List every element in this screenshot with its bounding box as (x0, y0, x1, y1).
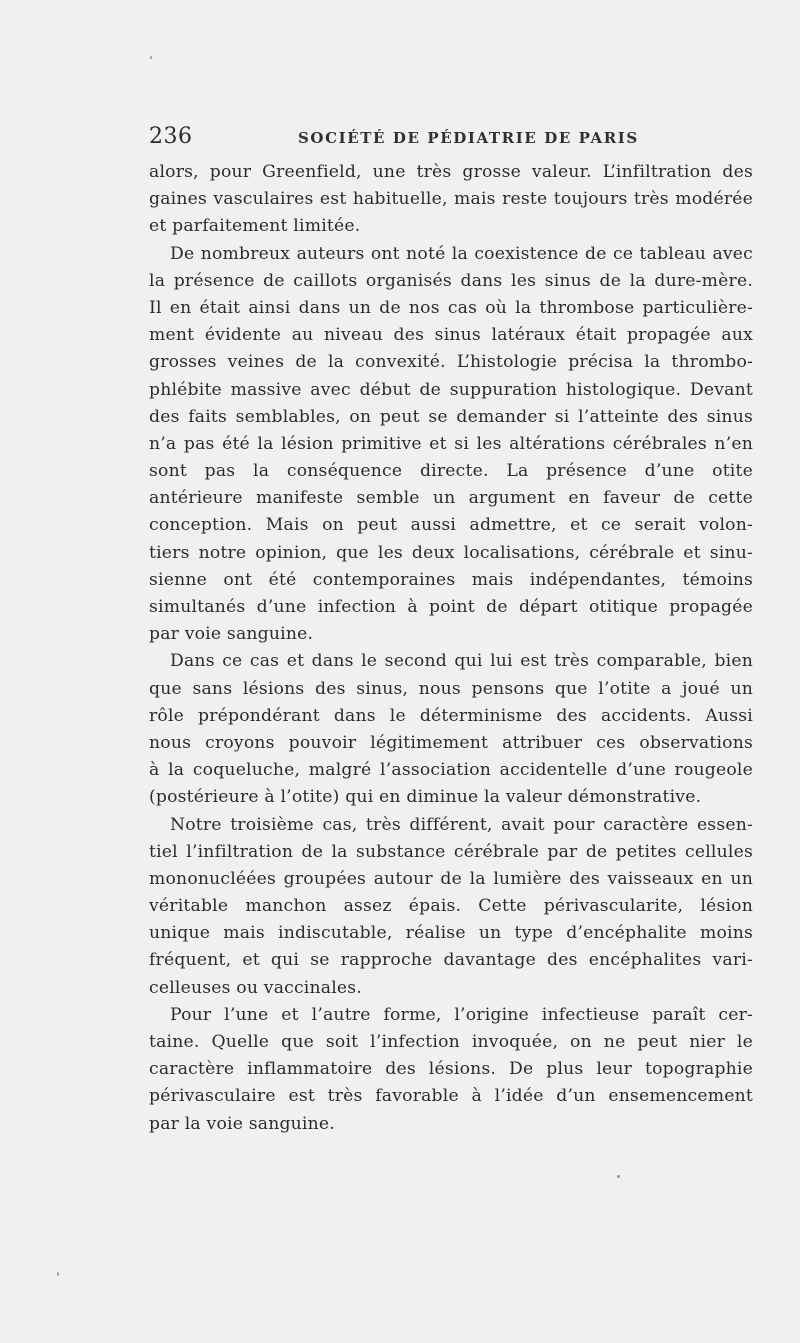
paragraph-5 (149, 1002, 753, 1138)
text-line: celleuses ou vaccinales. (149, 977, 362, 998)
paragraph-1 (149, 159, 753, 241)
text-line: à la coqueluche, malgré l’association accidentelle d’une rougeole (149, 760, 753, 781)
text-line: rôle prépondérant dans le déterminisme des accidents. Aussi (149, 705, 753, 726)
text-line: véritable manchon assez épais. Cette périvascularite, lésion (149, 896, 753, 917)
text-line: mononucléées groupées autour de la lumière des vaisseaux en un (149, 868, 753, 889)
text-line: que sans lésions des sinus, nous pensons que l’otite a joué un (149, 678, 753, 699)
body-text (149, 159, 753, 1138)
paragraph-3 (149, 648, 753, 811)
page-number: 236 (149, 124, 193, 149)
text-line: sienne ont été contemporaines mais indépendantes, témoins (149, 569, 753, 590)
text-line: sont pas la conséquence directe. La présence d’une otite (149, 461, 753, 482)
text-line: gaines vasculaires est habituelle, mais reste toujours très modérée (149, 189, 753, 210)
text-line: n’a pas été la lésion primitive et si les altérations cérébrales n’en (149, 433, 753, 454)
text-line: des faits semblables, on peut se demander si l’atteinte des sinus (149, 406, 753, 427)
text-line: par la voie sanguine. (149, 1113, 335, 1134)
text-line: la présence de caillots organisés dans les sinus de la dure-mère. (149, 270, 753, 291)
text-line: Dans ce cas et dans le second qui lui est très comparable, bien (170, 651, 753, 672)
text-line: nous croyons pouvoir légitimement attribuer ces observations (149, 732, 753, 753)
text-line: unique mais indiscutable, réalise un type d’encéphalite moins (149, 923, 753, 944)
paper-speck (617, 1175, 620, 1178)
text-line: et parfaitement limitée. (149, 216, 361, 237)
journal-title: SOCIÉTÉ DE PÉDIATRIE DE PARIS (298, 129, 639, 147)
paragraph-4 (149, 812, 753, 1002)
text-line: simultanés d’une infection à point de départ otitique propagée (149, 597, 753, 617)
text-line: taine. Quelle que soit l’infection invoquée, on ne peut nier le (149, 1032, 753, 1052)
paragraph-2 (149, 241, 753, 649)
paper-speck (57, 1272, 59, 1276)
text-line: De nombreux auteurs ont noté la coexistence de ce tableau avec (170, 243, 753, 264)
text-line: tiel l’infiltration de la substance cérébrale par de petites cellules (149, 841, 753, 862)
text-line: conception. Mais on peut aussi admettre, et ce serait volon- (149, 515, 753, 536)
text-line: Il en était ainsi dans un de nos cas où la thrombose particulière- (149, 297, 753, 318)
text-line: Notre troisième cas, très différent, avait pour caractère essen- (170, 814, 753, 835)
paper-speck (150, 56, 152, 59)
text-line: par voie sanguine. (149, 624, 314, 645)
running-header (149, 124, 759, 152)
text-line: Pour l’une et l’autre forme, l’origine infectieuse paraît cer- (170, 1004, 753, 1025)
text-line: tiers notre opinion, que les deux localisations, cérébrale et sinu- (149, 542, 753, 563)
text-line: ment évidente au niveau des sinus latéraux était propagée aux (149, 325, 753, 346)
text-line: fréquent, et qui se rapproche davantage des encéphalites vari- (149, 950, 753, 971)
text-line: grosses veines de la convexité. L’histologie précisa la thrombo- (149, 352, 753, 373)
text-line: (postérieure à l’otite) qui en diminue la valeur démonstrative. (149, 787, 702, 808)
text-line: périvasculaire est très favorable à l’idée d’un ensemencement (149, 1086, 753, 1107)
text-line: alors, pour Greenfield, une très grosse valeur. L’infiltration des (149, 162, 753, 182)
text-line: antérieure manifeste semble un argument en faveur de cette (149, 488, 753, 509)
text-line: caractère inflammatoire des lésions. De plus leur topographie (149, 1059, 753, 1080)
text-line: phlébite massive avec début de suppuration histologique. Devant (149, 379, 753, 400)
